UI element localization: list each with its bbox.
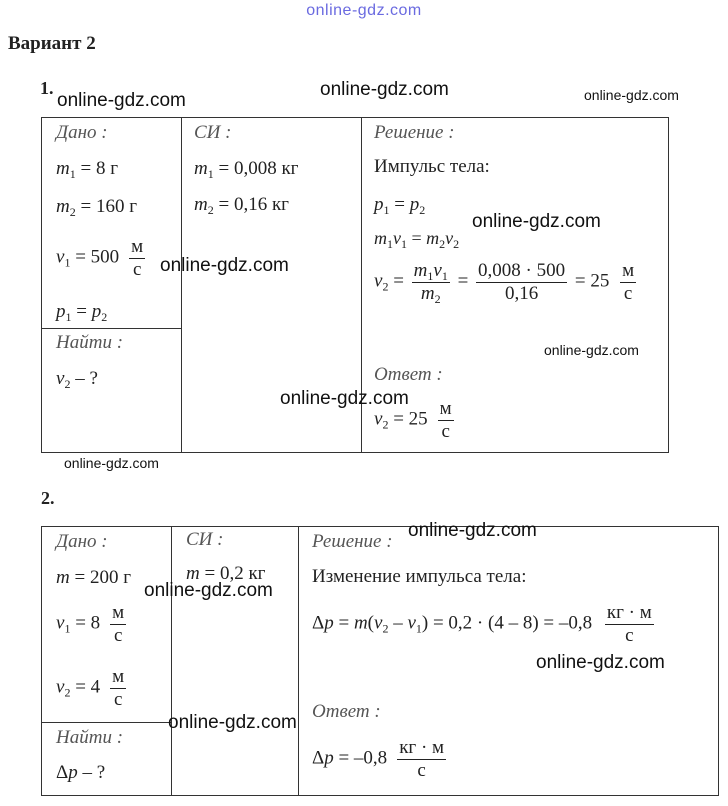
p1-border-right [668,117,669,453]
p1-border-left [41,117,42,453]
p1-given-m1: $m_1 = 8$ г [56,158,118,181]
watermark: online-gdz.com [584,87,679,103]
p2-find-dp: Δp – ? [56,762,106,783]
watermark: online-gdz.com [64,455,159,471]
p1-eq-p1-p2: $p_1 = p_2$ [374,194,426,217]
problem-1-number: 1. [40,78,54,98]
watermark: online-gdz.com [168,712,297,733]
p2-find-heading: Найти : [56,727,124,748]
p1-find-heading: Найти : [56,332,124,353]
p2-divider-1 [171,526,172,796]
p1-si-m2: $m_2 = 0,16$ кг [194,194,289,217]
p1-given-p-equal: $p_1 = p_2$ [56,301,108,324]
p1-solution-heading: Решение : [374,122,455,143]
watermark: online-gdz.com [408,520,537,541]
p1-border-bottom [41,452,669,453]
p1-answer-heading: Ответ : [374,364,443,385]
p2-given-heading: Дано : [56,531,108,552]
watermark: online-gdz.com [280,388,409,409]
problem-2-number: 2. [41,488,55,508]
watermark: online-gdz.com [536,652,665,673]
p2-solution-text: Изменение импульса тела: [312,566,527,587]
p2-divider-given-find [41,722,172,723]
p1-find-v2: $v_2$ – ? [56,368,98,391]
p2-eq-dp: $\Delta p = m(v_2 - v_1) = 0,2 \cdot (4 - 8) = -0,8$ $\frac{кг \cdot м}{с}$ [312,602,652,646]
p1-answer-v2: $v_2 = 25$ $\frac{м}{с}$ [374,398,452,442]
p1-si-heading: СИ : [194,122,232,143]
watermark: online-gdz.com [544,342,639,358]
p2-answer-dp: Δp = –0,8 $\frac{кг \cdot м}{с}$ [312,737,445,781]
p1-si-m1: $m_1 = 0,008$ кг [194,158,299,181]
p1-given-heading: Дано : [56,122,108,143]
page-title: Вариант 2 [8,33,96,54]
p1-divider-given-find [41,328,182,329]
p2-border-bottom [41,795,719,796]
p1-eq-v2-formula: $v_2$ = $\frac{m_1v_1}{m_2}$ = $\frac{0,008 \cdot 500}{0,16}$ = 25 $\frac{м}{с}$ [374,260,635,306]
p2-border-left [41,526,42,796]
p1-divider-1 [181,117,182,453]
p1-given-m2: $m_2 = 160$ г [56,196,137,219]
p2-border-top [41,526,719,527]
watermark: online-gdz.com [320,79,449,100]
p2-given-v2: $v_2 = 4$ $\frac{м}{с}$ [56,666,125,710]
p2-solution-heading: Решение : [312,531,393,552]
watermark: online-gdz.com [57,90,186,111]
p1-solution-text: Импульс тела: [374,156,490,177]
p1-eq-m1v1-m2v2: $m_1v_1 = m_2v_2$ [374,228,460,251]
p1-given-v1: $v_1 = 500$ $\frac{м}{с}$ [56,236,144,280]
p2-border-right [718,526,719,796]
watermark: online-gdz.com [472,211,601,232]
p2-given-v1: $v_1 = 8$ $\frac{м}{с}$ [56,602,125,646]
p2-si-m: m = 0,2 кг [186,563,266,584]
p2-divider-2 [298,526,299,796]
watermark: online-gdz.com [144,580,273,601]
p2-answer-heading: Ответ : [312,701,381,722]
top-watermark: online-gdz.com [306,2,422,19]
watermark: online-gdz.com [160,255,289,276]
p1-border-top [41,117,669,118]
p2-given-m: m = 200 г [56,567,131,588]
p2-si-heading: СИ : [186,529,224,550]
